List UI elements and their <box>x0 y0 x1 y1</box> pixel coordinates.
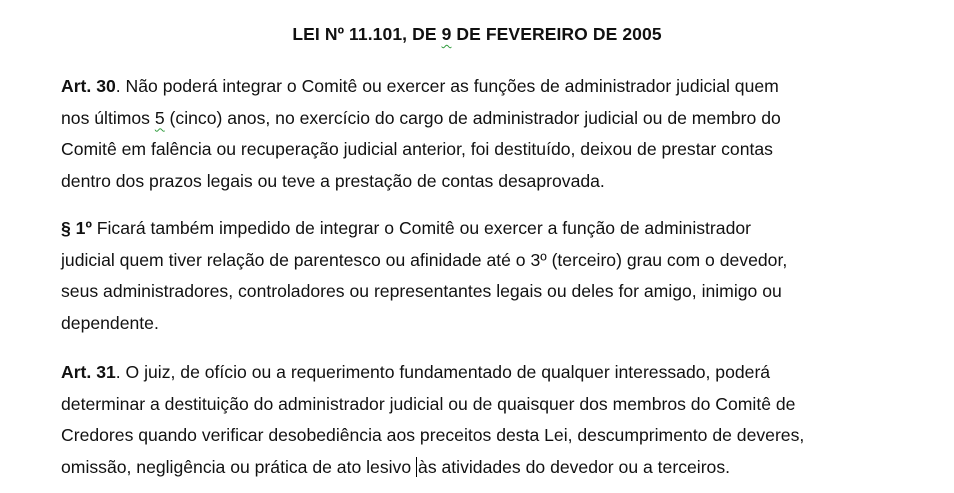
paragraph-1-line-4: dependente. <box>61 312 159 333</box>
paragraph-1-block[interactable] <box>61 213 931 339</box>
article-31-line-4-before-cursor: omissão, negligência ou prática de ato lesivo <box>61 456 417 477</box>
article-30-line-1-text: . Não poderá integrar o Comitê ou exercer as funções de administrador judicial quem <box>115 76 779 96</box>
law-title-suffix: DE FEVEREIRO DE 2005 <box>451 24 662 44</box>
article-30-line-4: dentro dos prazos legais ou teve a prestação de contas desaprovada. <box>61 170 605 191</box>
article-30-number-spellcheck[interactable]: 5 <box>154 107 165 128</box>
law-title-day-spellcheck[interactable]: 9 <box>441 24 452 44</box>
article-31-label: Art. 31 <box>61 362 116 382</box>
paragraph-1-line-1-text: Ficará também impedido de integrar o Comitê ou exercer a função de administrador <box>91 218 752 238</box>
article-31-line-1 <box>61 357 931 389</box>
paragraph-1-line-2: judicial quem tiver relação de parentesco ou afinidade até o 3º (terceiro) grau com o devedor, <box>61 249 788 270</box>
paragraph-1-line-1 <box>61 213 931 245</box>
article-30-line-2-after: (cinco) anos, no exercício do cargo de administrador judicial ou de membro do <box>164 107 781 128</box>
article-31-line-3: Credores quando verificar desobediência aos preceitos desta Lei, descumprimento de deveres, <box>61 425 805 445</box>
article-30-line-3: Comitê em falência ou recuperação judicial anterior, foi destituído, deixou de prestar contas <box>61 139 773 159</box>
article-31-line-4 <box>61 452 931 484</box>
article-31-line-1-text: . O juiz, de ofício ou a requerimento fundamentado de qualquer interessado, poderá <box>115 362 771 382</box>
article-31-line-2: determinar a destituição do administrador judicial ou de quaisquer dos membros do Comitê de <box>61 393 796 414</box>
law-title-prefix: LEI Nº 11.101, DE <box>292 24 442 44</box>
article-31-line-4-after-cursor: às atividades do devedor ou a terceiros. <box>418 456 731 477</box>
article-30-line-1 <box>61 71 931 103</box>
article-31-paragraph[interactable] <box>61 357 931 483</box>
paragraph-1-line-3: seus administradores, controladores ou representantes legais ou deles for amigo, inimigo ou <box>61 281 782 301</box>
article-30-label: Art. 30 <box>61 76 116 96</box>
article-30-paragraph[interactable] <box>61 71 931 197</box>
text-cursor <box>416 457 417 477</box>
law-title <box>0 24 954 45</box>
paragraph-1-label: § 1º <box>61 218 92 238</box>
article-30-line-2 <box>61 103 931 135</box>
article-30-line-2-before: nos últimos <box>61 107 155 128</box>
